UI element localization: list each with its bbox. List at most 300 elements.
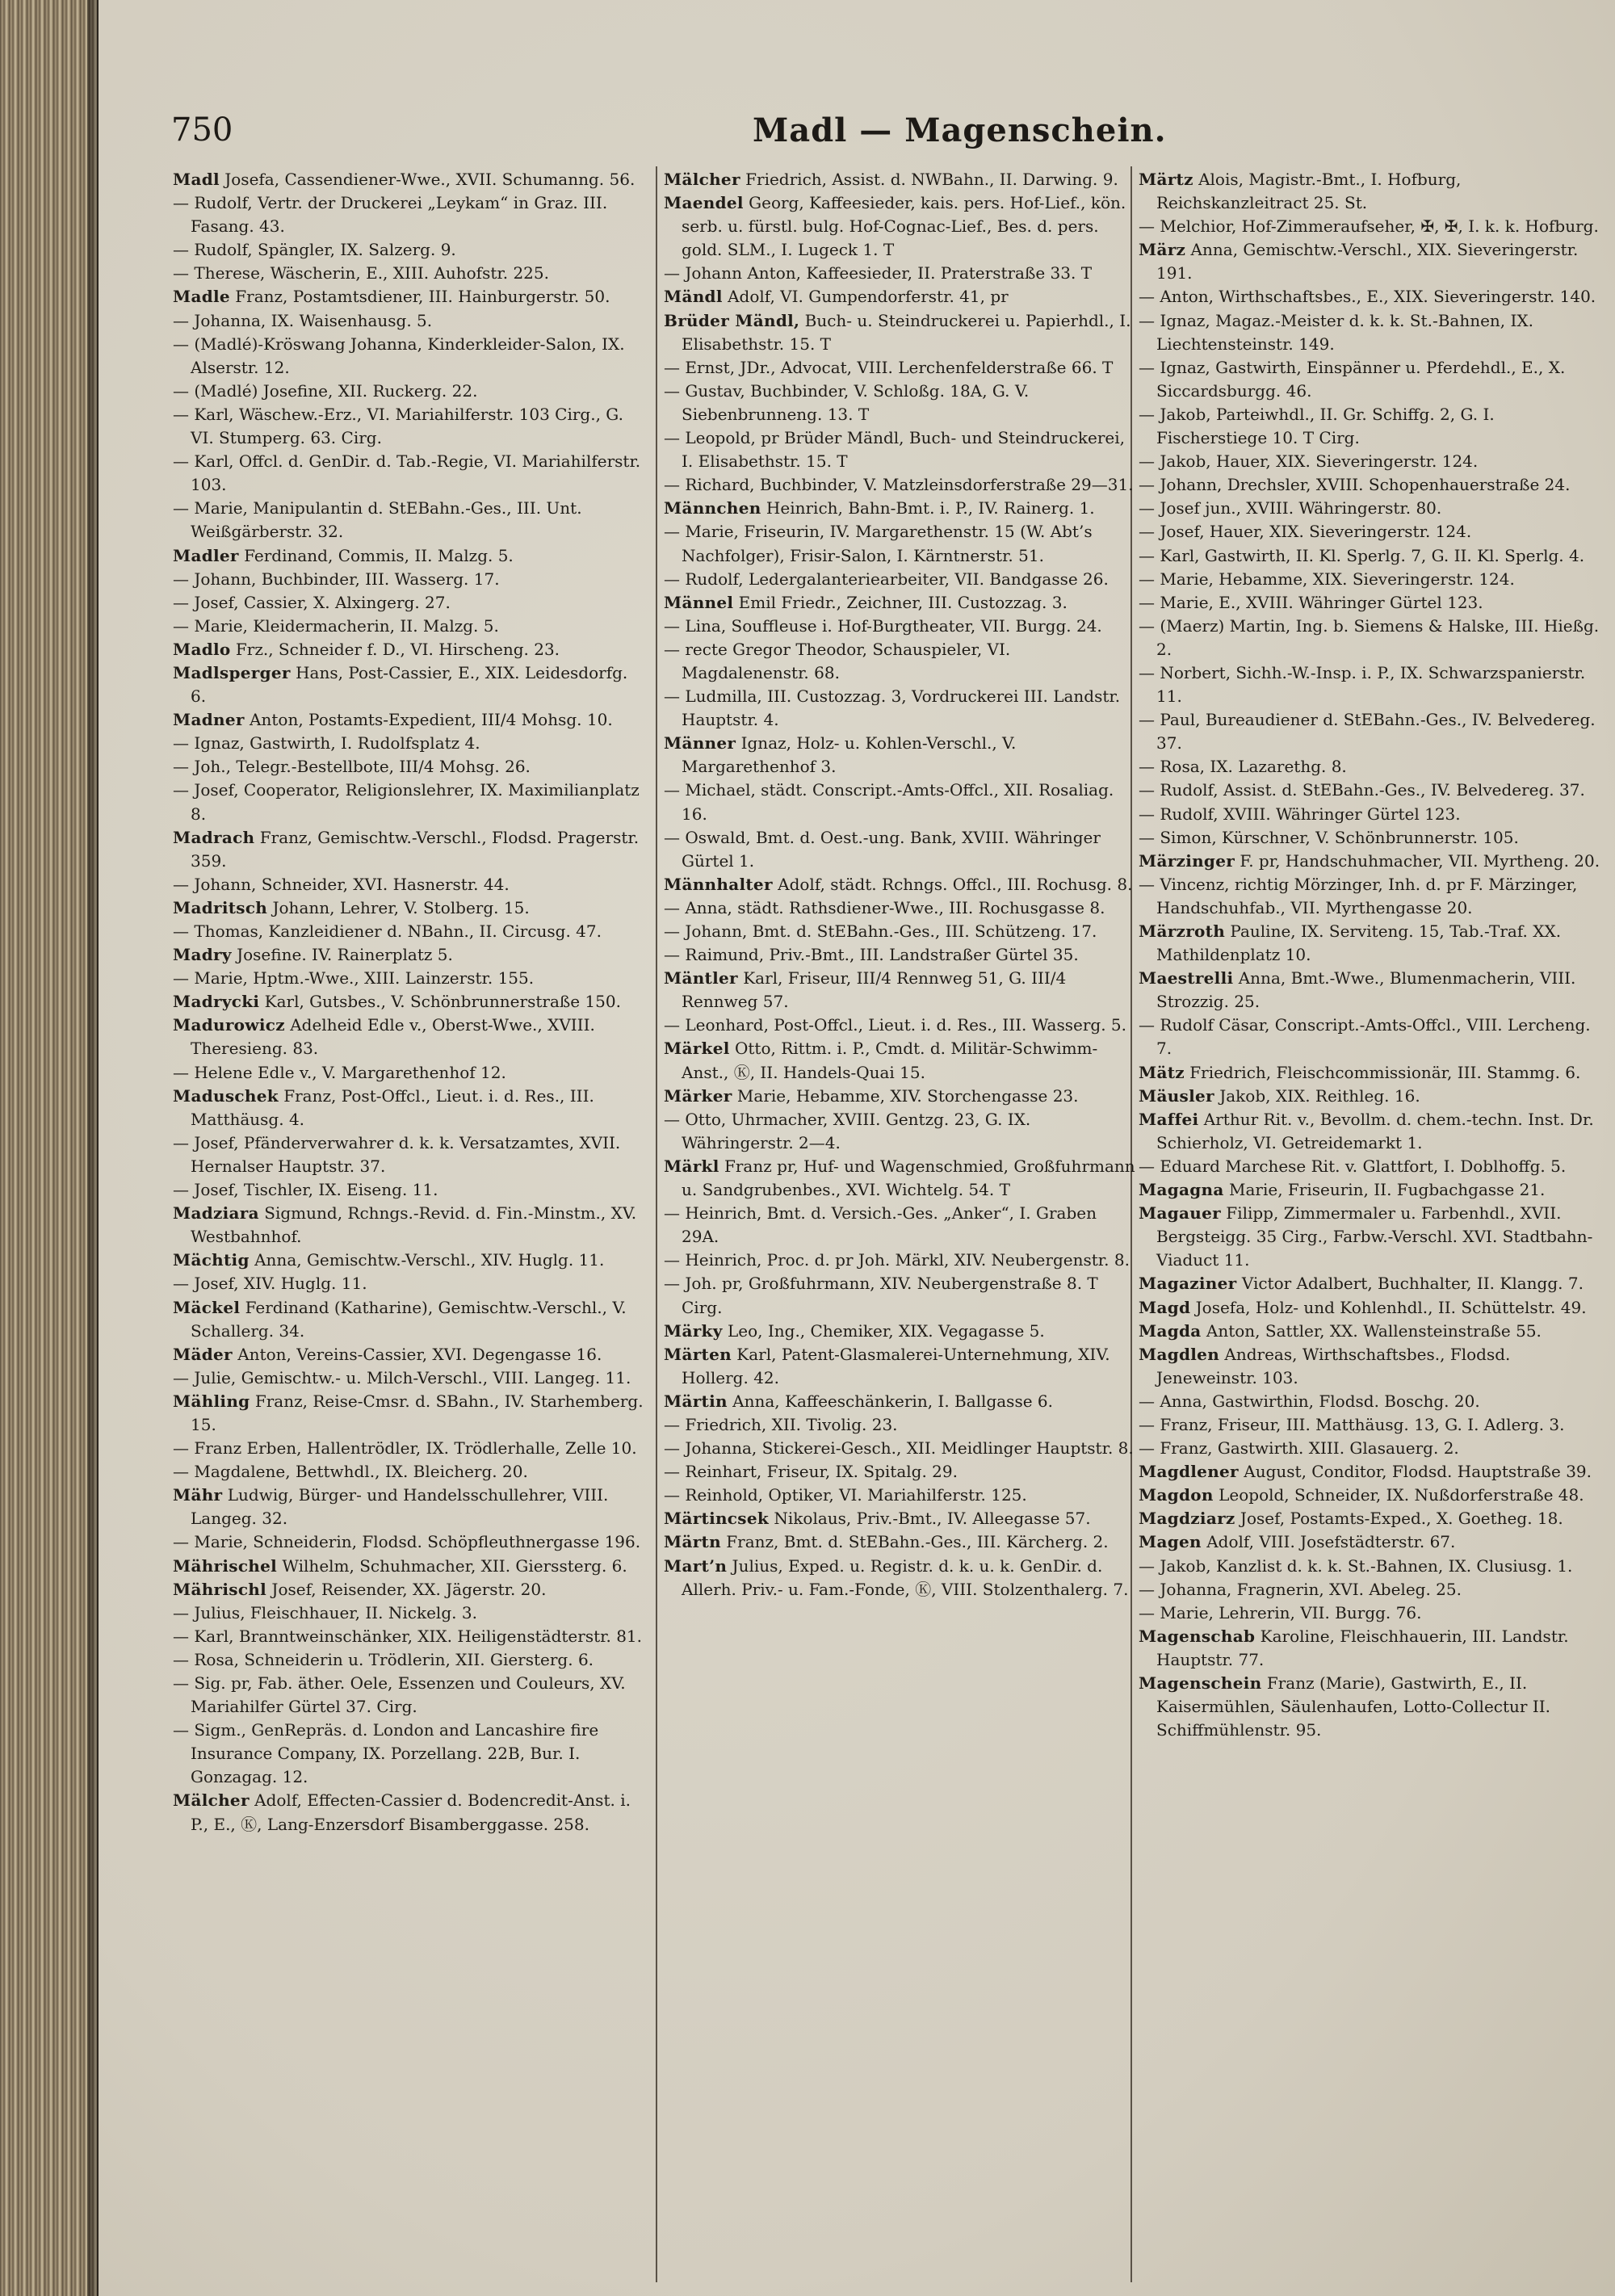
- directory-entry: [173, 285, 645, 309]
- entry-details: Adelheid Edle v., Oberst-Wwe., XVIII. Theresieng. 83.: [191, 1015, 595, 1059]
- directory-entry: [1139, 826, 1607, 850]
- entry-surname: Magd: [1139, 1297, 1191, 1317]
- entry-surname: Magdlener: [1139, 1462, 1239, 1482]
- directory-entry: [664, 1202, 1136, 1249]
- directory-entry: [173, 920, 645, 943]
- entry-surname: Männhalter: [664, 874, 773, 894]
- entry-details: — Marie, Hebamme, XIX. Sieveringerstr. 124.: [1139, 569, 1515, 589]
- entry-surname: Madler: [173, 545, 239, 565]
- directory-entry: [664, 380, 1136, 426]
- entry-details: — Franz Erben, Hallentrödler, IX. Trödlerhalle, Zelle 10.: [173, 1438, 637, 1459]
- directory-entry: [1139, 661, 1607, 708]
- directory-entry: [1139, 568, 1607, 591]
- directory-entry: [664, 779, 1136, 825]
- entry-details: Adolf, Effecten-Cassier d. Bodencredit-Anst. i. P., E., Ⓚ, Lang-Enzersdorf Bisamberggasse. 258.: [191, 1790, 631, 1834]
- directory-entry: [173, 568, 645, 591]
- entry-details: — Leopold, pr Brüder Mändl, Buch- und Steindruckerei, I. Elisabethstr. 15. T: [664, 428, 1125, 472]
- directory-entry: [664, 1320, 1136, 1343]
- entry-surname: Mälcher: [173, 1790, 250, 1811]
- directory-entry: [173, 1437, 645, 1460]
- entry-details: — Ignaz, Gastwirth, I. Rudolfsplatz 4.: [173, 733, 480, 753]
- entry-details: Franz pr, Huf- und Wagenschmied, Großfuhrmann u. Sandgrubenbes., XVI. Wichtelg. 54. T: [682, 1156, 1135, 1200]
- entry-details: Josefine. IV. Rainerplatz 5.: [231, 945, 453, 965]
- directory-entry: [1139, 615, 1607, 661]
- entry-surname: Maendel: [664, 193, 744, 213]
- directory-entry: [1139, 1578, 1607, 1601]
- entry-details: — Rudolf Cäsar, Conscript.-Amts-Offcl., VIII. Lercheng. 7.: [1139, 1015, 1591, 1059]
- directory-entry: [664, 873, 1136, 896]
- directory-entry: [1139, 1484, 1607, 1507]
- entry-details: — Karl, Wäschew.-Erz., VI. Mariahilferstr. 103 Cirg., G. VI. Stumperg. 63. Cirg.: [173, 404, 623, 448]
- entry-details: — Anna, Gastwirthin, Flodsd. Boschg. 20.: [1139, 1391, 1480, 1411]
- directory-entry: [173, 1202, 645, 1249]
- entry-details: — Melchior, Hof-Zimmeraufseher, ✠, ✠, I. k. k. Hofburg.: [1139, 216, 1599, 237]
- directory-entry: [664, 638, 1136, 685]
- entry-details: — Gustav, Buchbinder, V. Schloßg. 18A, G. V. Siebenbrunneng. 13. T: [664, 380, 1030, 424]
- directory-entry: [1139, 497, 1607, 520]
- entry-surname: Märky: [664, 1320, 723, 1341]
- entry-details: — Josef, Pfänderverwahrer d. k. k. Versatzamtes, XVII. Hernalser Hauptstr. 37.: [173, 1132, 621, 1176]
- entry-details: — Therese, Wäscherin, E., XIII. Auhofstr. 225.: [173, 263, 549, 283]
- entry-details: — Norbert, Sichh.-W.-Insp. i. P., IX. Schwarzspanierstr. 11.: [1139, 662, 1586, 707]
- directory-entry: [1139, 238, 1607, 285]
- entry-details: — Johanna, Stickerei-Gesch., XII. Meidlinger Hauptstr. 8.: [664, 1438, 1134, 1459]
- entry-details: Anton, Postamts-Expedient, III/4 Mohsg. 10.: [244, 710, 613, 730]
- directory-entry: [664, 1343, 1136, 1390]
- directory-entry: [173, 1366, 645, 1390]
- directory-entry: [1139, 1155, 1607, 1178]
- entry-surname: Märtin: [664, 1391, 728, 1411]
- directory-entry: [173, 1578, 645, 1601]
- entry-details: — Johann, Drechsler, XVIII. Schopenhauerstraße 24.: [1139, 475, 1571, 495]
- directory-page: [99, 0, 1615, 2296]
- book-page-edges: [0, 0, 97, 2296]
- entry-details: — Anton, Wirthschaftsbes., E., XIX. Sieveringerstr. 140.: [1139, 287, 1596, 307]
- entry-surname: Madziara: [173, 1203, 259, 1224]
- directory-entry: [1139, 1555, 1607, 1578]
- entry-surname: Madurowicz: [173, 1015, 285, 1035]
- directory-entry: [664, 615, 1136, 638]
- directory-entry: [173, 1343, 645, 1366]
- entry-details: — Marie, Schneiderin, Flodsd. Schöpfleuthnergasse 196.: [173, 1532, 641, 1552]
- entry-details: — Otto, Uhrmacher, XVIII. Gentzg. 23, G. IX. Währingerstr. 2—4.: [664, 1109, 1031, 1152]
- entry-details: Ludwig, Bürger- und Handelsschullehrer, VIII. Langeg. 32.: [191, 1485, 609, 1529]
- entry-details: — Anna, städt. Rathsdiener-Wwe., III. Rochusgasse 8.: [664, 897, 1105, 917]
- entry-details: Johann, Lehrer, V. Stolberg. 15.: [267, 897, 530, 917]
- directory-entry: [664, 356, 1136, 380]
- directory-entry: [173, 1719, 645, 1789]
- entry-details: — Joh. pr, Großfuhrmann, XIV. Neubergenstraße 8. T Cirg.: [664, 1274, 1098, 1317]
- entry-details: Ignaz, Holz- u. Kohlen-Verschl., V. Margarethenhof 3.: [682, 733, 1017, 777]
- entry-details: — Raimund, Priv.-Bmt., III. Landstraßer Gürtel 35.: [664, 945, 1079, 965]
- entry-details: — Jakob, Parteiwhdl., II. Gr. Schiffg. 2, G. I. Fischerstiege 10. T Cirg.: [1139, 404, 1495, 448]
- directory-entry: [664, 1037, 1136, 1084]
- entry-details: — Julie, Gemischtw.- u. Milch-Verschl., VIII. Langeg. 11.: [173, 1367, 631, 1387]
- entry-details: — Rudolf, Assist. d. StEBahn.-Ges., IV. Belvedereg. 37.: [1139, 780, 1585, 800]
- entry-surname: Mächtig: [173, 1250, 250, 1270]
- entry-details: Georg, Kaffeesieder, kais. pers. Hof-Lief., kön. serb. u. fürstl. bulg. Hof-Cognac-Lief., Bes. d. pers. gold. SLM., I. Lugeck 1. T: [682, 193, 1126, 260]
- entry-details: — Rosa, Schneiderin u. Trödlerin, XII. Giersterg. 6.: [173, 1649, 594, 1669]
- entry-details: Franz, Bmt. d. StEBahn.-Ges., III. Kärcherg. 2.: [720, 1532, 1109, 1552]
- directory-entry: [664, 1484, 1136, 1507]
- entry-surname: Magenschab: [1139, 1626, 1256, 1646]
- entry-details: — Josef jun., XVIII. Währingerstr. 80.: [1139, 498, 1442, 518]
- directory-entry: [1139, 1460, 1607, 1484]
- entry-details: — Rudolf, Vertr. der Druckerei „Leykam“ in Graz. III. Fasang. 43.: [173, 193, 608, 237]
- directory-column-2: [664, 168, 1136, 2268]
- directory-entry: [173, 638, 645, 661]
- directory-entry: [664, 943, 1136, 967]
- directory-column-3: [1139, 168, 1607, 2268]
- entry-details: Sigmund, Rchngs.-Revid. d. Fin.-Minstm., XV. Westbahnhof.: [191, 1203, 637, 1247]
- entry-details: — Josef, Hauer, XIX. Sieveringerstr. 124.: [1139, 522, 1472, 542]
- entry-details: Josefa, Cassendiener-Wwe., XVII. Schumanng. 56.: [219, 170, 636, 189]
- directory-entry: [1139, 1061, 1607, 1085]
- directory-entry: [1139, 1085, 1607, 1108]
- entry-surname: Madritsch: [173, 897, 268, 917]
- directory-entry: [173, 943, 645, 967]
- entry-details: Franz, Post-Offcl., Lieut. i. d. Res., III. Matthäusg. 4.: [191, 1085, 594, 1129]
- directory-entry: [173, 896, 645, 920]
- directory-entry: [173, 591, 645, 615]
- directory-entry: [664, 1437, 1136, 1460]
- directory-entry: [664, 1460, 1136, 1484]
- directory-entry: [664, 732, 1136, 779]
- entry-details: Franz (Marie), Gastwirth, E., II. Kaisermühlen, Säulenhaufen, Lotto-Collectur II. Schiffmühlenstr. 95.: [1156, 1673, 1550, 1740]
- entry-surname: Männchen: [664, 498, 761, 518]
- entry-surname: Märtincsek: [664, 1509, 770, 1529]
- entry-surname: Märker: [664, 1085, 732, 1106]
- entry-surname: Magaziner: [1139, 1274, 1237, 1294]
- entry-details: — Oswald, Bmt. d. Oest.-ung. Bank, XVIII. Währinger Gürtel 1.: [664, 827, 1101, 871]
- directory-entry: [1139, 967, 1607, 1014]
- entry-details: Wilhelm, Schuhmacher, XII. Gierssterg. 6.: [277, 1555, 627, 1576]
- directory-entry: [173, 238, 645, 262]
- directory-entry: [1139, 1343, 1607, 1390]
- directory-entry: [664, 920, 1136, 943]
- directory-entry: [1139, 1413, 1607, 1437]
- directory-entry: [173, 1601, 645, 1625]
- entry-details: F. pr, Handschuhmacher, VII. Myrtheng. 20.: [1235, 850, 1600, 871]
- entry-surname: Mäckel: [173, 1297, 241, 1317]
- entry-details: Buch- u. Steindruckerei u. Papierhdl., I. Elisabethstr. 15. T: [682, 310, 1131, 354]
- directory-entry: [664, 1413, 1136, 1437]
- entry-surname: Madner: [173, 710, 245, 730]
- entry-surname: Märkel: [664, 1039, 730, 1059]
- entry-details: — Johann, Bmt. d. StEBahn.-Ges., III. Schützeng. 17.: [664, 921, 1097, 941]
- column-rule: [656, 166, 657, 2282]
- entry-surname: Madle: [173, 287, 230, 307]
- directory-entry: [173, 1272, 645, 1295]
- entry-details: Franz, Reise-Cmsr. d. SBahn., IV. Starhemberg. 15.: [191, 1391, 644, 1434]
- directory-entry: [1139, 1014, 1607, 1060]
- directory-entry: [1139, 779, 1607, 802]
- entry-details: — Marie, Lehrerin, VII. Burgg. 76.: [1139, 1602, 1422, 1622]
- entry-details: — Friedrich, XII. Tivolig. 23.: [664, 1414, 898, 1434]
- directory-entry: [1139, 920, 1607, 967]
- entry-surname: Mährischl: [173, 1579, 267, 1599]
- entry-details: Filipp, Zimmermaler u. Farbenhdl., XVII. Bergsteigg. 35 Cirg., Farbw.-Verschl. XVI. Stadtbahn-Viaduct 11.: [1156, 1203, 1593, 1270]
- entry-details: — Reinhold, Optiker, VI. Mariahilferstr. 125.: [664, 1485, 1027, 1505]
- entry-details: Pauline, IX. Servitеng. 15, Tab.-Traf. XX. Mathildenplatz 10.: [1156, 921, 1562, 965]
- entry-details: — Ignaz, Gastwirth, Einspänner u. Pferdehdl., E., X. Siccardsburgg. 46.: [1139, 357, 1566, 401]
- entry-details: — Thomas, Kanzleidiener d. NBahn., II. Circusg. 47.: [173, 921, 602, 941]
- entry-surname: Brüder Mändl,: [664, 310, 800, 330]
- entry-details: Anna, Gemischtw.-Verschl., XIX. Sieveringerstr. 191.: [1156, 240, 1579, 283]
- running-head: Madl — Magenschein.: [753, 111, 1167, 149]
- entry-details: — Ignaz, Magaz.-Meister d. k. k. St.-Bahnen, IX. Liechtensteinstr. 149.: [1139, 310, 1534, 354]
- entry-details: — Michael, städt. Conscript.-Amts-Offcl., XII. Rosaliag. 16.: [664, 780, 1114, 824]
- directory-entry: [1139, 1108, 1607, 1155]
- entry-details: — (Madlé) Josefine, XII. Ruckerg. 22.: [173, 380, 478, 401]
- entry-surname: Mäder: [173, 1344, 233, 1364]
- directory-entry: [173, 1014, 645, 1060]
- directory-entry: [173, 755, 645, 779]
- directory-column-1: [173, 168, 645, 2268]
- directory-entry: [173, 403, 645, 450]
- directory-entry: [664, 1155, 1136, 1202]
- entry-details: — Josef, XIV. Huglg. 11.: [173, 1274, 367, 1294]
- entry-details: — Lina, Souffleuse i. Hof-Burgtheater, VII. Burgg. 24.: [664, 615, 1102, 636]
- directory-entry: [1139, 1390, 1607, 1413]
- directory-entry: [173, 1555, 645, 1578]
- directory-entry: [1139, 403, 1607, 450]
- entry-details: Hans, Post-Cassier, E., XIX. Leidesdorfg. 6.: [191, 662, 628, 707]
- directory-entry: [173, 779, 645, 825]
- directory-entry: [664, 826, 1136, 873]
- directory-entry: [173, 990, 645, 1014]
- entry-details: — Paul, Bureaudiener d. StEBahn.-Ges., IV. Belvedereg. 37.: [1139, 710, 1596, 753]
- entry-surname: Maduschek: [173, 1085, 279, 1106]
- entry-details: Franz, Postamtsdiener, III. Hainburgerstr. 50.: [229, 287, 610, 307]
- entry-surname: Märtz: [1139, 170, 1193, 189]
- directory-entry: [664, 896, 1136, 920]
- directory-entry: [664, 591, 1136, 615]
- directory-entry: [1139, 1272, 1607, 1295]
- directory-entry: [1139, 168, 1607, 215]
- directory-entry: [173, 1249, 645, 1272]
- entry-details: — Ernst, JDr., Advocat, VIII. Lerchenfelderstraße 66. T: [664, 357, 1114, 377]
- directory-entry: [1139, 1625, 1607, 1672]
- entry-details: — Josef, Cassier, X. Alxingerg. 27.: [173, 592, 451, 612]
- entry-surname: Madl: [173, 170, 220, 189]
- entry-details: — Julius, Fleischhauer, II. Nickelg. 3.: [173, 1602, 477, 1622]
- directory-entry: [1139, 708, 1607, 755]
- entry-surname: Mährischel: [173, 1555, 278, 1576]
- entry-details: Frz., Schneider f. D., VI. Hirscheng. 23.: [230, 639, 560, 659]
- directory-entry: [173, 380, 645, 403]
- entry-details: — Marie, E., XVIII. Währinger Gürtel 123.: [1139, 592, 1483, 612]
- entry-surname: Mätz: [1139, 1062, 1185, 1082]
- entry-details: Marie, Friseurin, II. Fugbachgasse 21.: [1223, 1180, 1546, 1200]
- entry-details: Anton, Vereins-Cassier, XVI. Degengasse 16.: [232, 1344, 602, 1364]
- directory-entry: [173, 450, 645, 497]
- directory-entry: [173, 1625, 645, 1648]
- entry-surname: Männer: [664, 733, 736, 753]
- entry-details: — Johann Anton, Kaffeesieder, II. Praterstraße 33. T: [664, 263, 1093, 283]
- directory-entry: [664, 473, 1136, 497]
- entry-details: August, Conditor, Flodsd. Hauptstraße 39.: [1238, 1462, 1592, 1482]
- directory-entry: [664, 1085, 1136, 1108]
- entry-surname: Madrach: [173, 827, 255, 847]
- entry-details: — Helene Edle v., V. Margarethenhof 12.: [173, 1062, 506, 1082]
- entry-details: — recte Gregor Theodor, Schauspieler, VI. Magdalenenstr. 68.: [664, 639, 1011, 682]
- entry-details: — Karl, Branntweinschänker, XIX. Heiligenstädterstr. 81.: [173, 1626, 643, 1646]
- entry-surname: Madlsperger: [173, 662, 291, 682]
- directory-entry: [173, 661, 645, 708]
- entry-surname: Märzroth: [1139, 921, 1226, 941]
- page-number: 750: [171, 111, 233, 149]
- entry-details: — Ludmilla, III. Custozzag. 3, Vordruckerei III. Landstr. Hauptstr. 4.: [664, 686, 1121, 730]
- directory-entry: [664, 309, 1136, 356]
- entry-details: — (Madlé)-Kröswang Johanna, Kinderkleider-Salon, IX. Alserstr. 12.: [173, 334, 625, 377]
- directory-entry: [664, 1108, 1136, 1155]
- entry-details: Jakob, XIX. Reithleg. 16.: [1214, 1085, 1420, 1106]
- entry-surname: Madlo: [173, 639, 231, 659]
- entry-details: Anton, Sattler, XX. Wallensteinstraße 55.: [1201, 1320, 1542, 1341]
- entry-details: Leopold, Schneider, IX. Nußdorferstraße 48.: [1213, 1485, 1584, 1505]
- directory-entry: [173, 708, 645, 732]
- entry-details: — Josef, Cooperator, Religionslehrer, IX. Maximilianplatz 8.: [173, 780, 640, 824]
- directory-entry: [664, 168, 1136, 191]
- entry-details: — Rudolf, Spängler, IX. Salzerg. 9.: [173, 240, 456, 260]
- entry-details: — Vincenz, richtig Mörzinger, Inh. d. pr F. Märzinger, Handschuhfab., VII. Myrthengasse 20.: [1139, 874, 1578, 917]
- directory-entry: [173, 333, 645, 380]
- entry-details: Arthur Rit. v., Bevollm. d. chem.-techn. Inst. Dr. Schierholz, VI. Getreidemarkt 1.: [1156, 1109, 1594, 1152]
- entry-surname: Maffei: [1139, 1109, 1199, 1129]
- directory-entry: [173, 1672, 645, 1719]
- entry-details: — Franz, Friseur, III. Matthäusg. 13, G. I. Adlerg. 3.: [1139, 1414, 1565, 1434]
- entry-details: — Karl, Gastwirth, II. Kl. Sperlg. 7, G. II. Kl. Sperlg. 4.: [1139, 545, 1585, 565]
- entry-details: — Simon, Kürschner, V. Schönbrunnerstr. 105.: [1139, 827, 1519, 847]
- entry-surname: Mäntler: [664, 968, 738, 988]
- entry-surname: Magdlen: [1139, 1344, 1220, 1364]
- directory-entry: [173, 1789, 645, 1836]
- entry-surname: Maestrelli: [1139, 968, 1234, 988]
- entry-details: Karoline, Fleischhauerin, III. Landstr. Hauptstr. 77.: [1156, 1626, 1569, 1669]
- entry-surname: Mähr: [173, 1485, 223, 1505]
- entry-details: Josef, Reisender, XX. Jägerstr. 20.: [266, 1579, 547, 1599]
- directory-entry: [1139, 755, 1607, 779]
- directory-entry: [1139, 356, 1607, 403]
- directory-entry: [664, 1555, 1136, 1601]
- entry-details: — Johanna, IX. Waisenhausg. 5.: [173, 310, 433, 330]
- entry-surname: Mäusler: [1139, 1085, 1214, 1106]
- directory-entry: [664, 1014, 1136, 1037]
- directory-entry: [664, 285, 1136, 309]
- directory-entry: [664, 1507, 1136, 1530]
- entry-details: — (Maerz) Martin, Ing. b. Siemens & Halske, III. Hießg. 2.: [1139, 615, 1600, 659]
- directory-entry: [664, 685, 1136, 732]
- directory-entry: [1139, 544, 1607, 568]
- entry-details: — Marie, Manipulantin d. StEBahn.-Ges., III. Unt. Weißgärberstr. 32.: [173, 498, 582, 542]
- entry-details: Emil Friedr., Zeichner, III. Custozzag. 3.: [733, 592, 1068, 612]
- entry-surname: Märten: [664, 1344, 732, 1364]
- directory-entry: [1139, 473, 1607, 497]
- entry-surname: Märkl: [664, 1156, 719, 1176]
- entry-details: Anna, Bmt.-Wwe., Blumenmacherin, VIII. Strozzig. 25.: [1156, 968, 1576, 1012]
- entry-details: Friedrich, Assist. d. NWBahn., II. Darwing. 9.: [740, 170, 1118, 189]
- entry-details: Adolf, städt. Rchngs. Offcl., III. Rochusg. 8.: [772, 874, 1133, 894]
- entry-details: — Jakob, Hauer, XIX. Sieveringerstr. 124.: [1139, 451, 1479, 472]
- entry-surname: Mähling: [173, 1391, 250, 1411]
- directory-entry: [1139, 1178, 1607, 1202]
- entry-details: — Eduard Marchese Rit. v. Glattfort, I. Doblhoffg. 5.: [1139, 1156, 1567, 1176]
- entry-details: Ferdinand, Commis, II. Malzg. 5.: [238, 545, 514, 565]
- entry-surname: Mändl: [664, 287, 723, 307]
- entry-details: Franz, Gemischtw.-Verschl., Flodsd. Pragerstr. 359.: [191, 827, 640, 871]
- entry-details: — Leonhard, Post-Offcl., Lieut. i. d. Res., III. Wasserg. 5.: [664, 1015, 1126, 1035]
- directory-entry: [664, 497, 1136, 520]
- directory-entry: [1139, 309, 1607, 356]
- entry-surname: Magdon: [1139, 1485, 1214, 1505]
- directory-entry: [173, 309, 645, 333]
- directory-entry: [664, 1530, 1136, 1554]
- directory-entry: [173, 732, 645, 755]
- directory-entry: [664, 262, 1136, 285]
- directory-entry: [173, 262, 645, 285]
- entry-surname: Magauer: [1139, 1203, 1221, 1224]
- entry-details: Josefa, Holz- und Kohlenhdl., II. Schüttelstr. 49.: [1190, 1297, 1587, 1317]
- entry-surname: März: [1139, 240, 1186, 260]
- entry-details: Anna, Gemischtw.-Verschl., XIV. Huglg. 11.: [249, 1250, 605, 1270]
- directory-entry: [1139, 1437, 1607, 1460]
- entry-surname: Magenschein: [1139, 1673, 1262, 1693]
- entry-details: — Sig. pr, Fab. äther. Oele, Essenzen und Couleurs, XV. Mariahilfer Gürtel 37. Cirg.: [173, 1673, 626, 1717]
- directory-entry: [1139, 1320, 1607, 1343]
- directory-entry: [173, 191, 645, 238]
- entry-details: — Reinhart, Friseur, IX. Spitalg. 29.: [664, 1462, 958, 1482]
- entry-details: — Jakob, Kanzlist d. k. k. St.-Bahnen, IX. Clusiusg. 1.: [1139, 1555, 1573, 1576]
- entry-surname: Magdziarz: [1139, 1509, 1235, 1529]
- entry-details: Karl, Patent-Glasmalerei-Unternehmung, XIV. Hollerg. 42.: [682, 1344, 1110, 1387]
- entry-details: Anna, Kaffeeschänkerin, I. Ballgasse 6.: [727, 1391, 1053, 1411]
- entry-details: — Marie, Kleidermacherin, II. Malzg. 5.: [173, 615, 499, 636]
- directory-entry: [664, 191, 1136, 262]
- entry-details: Nikolaus, Priv.-Bmt., IV. Alleegasse 57.: [769, 1509, 1091, 1529]
- entry-details: Ferdinand (Katharine), Gemischtw.-Verschl., V. Schallerg. 34.: [191, 1297, 627, 1341]
- entry-details: Karl, Friseur, III/4 Rennweg 51, G. III/4 Rennweg 57.: [682, 968, 1067, 1012]
- entry-surname: Männel: [664, 592, 734, 612]
- directory-entry: [173, 1296, 645, 1343]
- entry-surname: Magen: [1139, 1532, 1202, 1552]
- entry-surname: Märzinger: [1139, 850, 1235, 871]
- entry-details: — Magdalene, Bettwhdl., IX. Bleicherg. 20.: [173, 1462, 528, 1482]
- entry-details: — Joh., Telegr.-Bestellbote, III/4 Mohsg. 26.: [173, 757, 531, 777]
- directory-entry: [173, 1530, 645, 1554]
- directory-entry: [1139, 591, 1607, 615]
- directory-entry: [173, 1648, 645, 1672]
- entry-details: Marie, Hebamme, XIV. Storchengasse 23.: [732, 1085, 1079, 1106]
- directory-entry: [664, 1390, 1136, 1413]
- entry-details: Karl, Gutsbes., V. Schönbrunnerstraße 150.: [259, 992, 621, 1012]
- entry-details: Julius, Exped. u. Registr. d. k. u. k. GenDir. d. Allerh. Priv.- u. Fam.-Fonde, Ⓚ, VIII. Stolzenthalerg. 7.: [682, 1555, 1129, 1599]
- entry-surname: Mart’n: [664, 1555, 728, 1576]
- entry-surname: Magagna: [1139, 1180, 1224, 1200]
- directory-entry: [173, 1061, 645, 1085]
- directory-entry: [173, 1178, 645, 1202]
- entry-surname: Madrycki: [173, 992, 260, 1012]
- entry-details: Alois, Magistr.-Bmt., I. Hofburg, Reichskanzleitract 25. St.: [1156, 170, 1462, 213]
- directory-entry: [173, 497, 645, 544]
- directory-entry: [664, 1272, 1136, 1319]
- directory-entry: [1139, 1202, 1607, 1272]
- entry-details: — Marie, Friseurin, IV. Margarethenstr. 15 (W. Abt’s Nachfolger), Frisir-Salon, I. Kärntnerstr. 51.: [664, 522, 1093, 565]
- directory-entry: [173, 1390, 645, 1437]
- entry-details: Heinrich, Bahn-Bmt. i. P., IV. Rainerg. 1.: [761, 498, 1095, 518]
- entry-surname: Madry: [173, 945, 232, 965]
- page-header: [171, 111, 1592, 160]
